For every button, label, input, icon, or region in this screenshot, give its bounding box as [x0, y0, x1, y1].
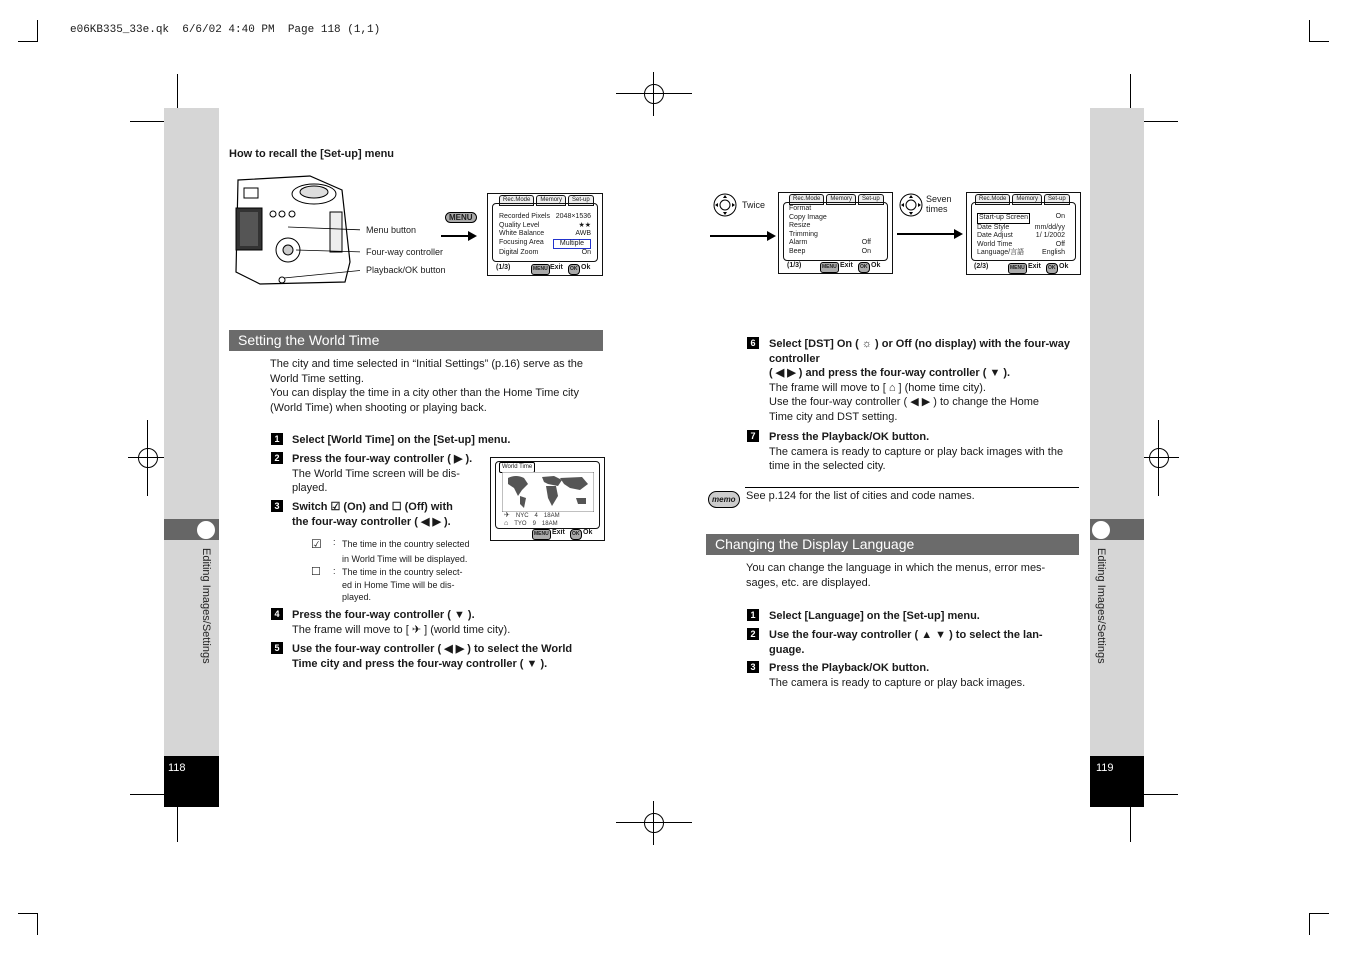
- lcd-row: Start-up Screen On: [977, 213, 1065, 224]
- lcd-tab: Set-up: [1044, 194, 1070, 205]
- lcd-menu-badge: MENU: [531, 264, 550, 275]
- step-2: Press the four-way controller ( ▶ ). The World Time screen will be dis- played.: [292, 453, 473, 494]
- language-intro: You can change the language in which the menus, error mes- sages, etc. are displayed.: [746, 562, 1046, 589]
- lcd-row: Copy Image: [789, 213, 827, 221]
- lcd-row: Date Style mm/dd/yy: [977, 223, 1065, 231]
- lcd-row: Format: [789, 205, 812, 212]
- registration-line: [616, 93, 692, 94]
- step-number: 3: [747, 661, 759, 673]
- registration-line: [128, 457, 168, 458]
- registration-mark: [138, 448, 158, 468]
- lcd-ok: Ok: [1059, 263, 1069, 270]
- registration-line: [1139, 457, 1179, 458]
- lcd-exit: Exit: [1028, 263, 1041, 270]
- lcd-row: White Balance AWB: [499, 230, 591, 237]
- step-number: 5: [271, 642, 283, 654]
- page-number-text: 118: [168, 762, 186, 774]
- crop-mark: [18, 913, 38, 914]
- lcd-page: (1/3): [496, 264, 511, 271]
- four-way-controller-icon: [713, 193, 737, 217]
- lcd-row: Quality Level ★★: [499, 221, 591, 229]
- lcd-ok-badge: OK: [568, 264, 580, 275]
- lcd-exit: Exit: [552, 529, 565, 536]
- seven-times-label: Seven times: [926, 194, 952, 214]
- crop-mark: [18, 41, 38, 42]
- lcd-tab: Memory: [536, 195, 566, 206]
- world-time-screen: [490, 457, 605, 541]
- step-3: Switch ☑ (On) and ☐ (Off) with the four-way controller ( ◀ ▶ ).: [292, 501, 453, 528]
- step-number: 1: [747, 609, 759, 621]
- lcd-ok-badge: OK: [570, 529, 582, 540]
- recall-title: How to recall the [Set-up] menu: [229, 148, 395, 160]
- note-colon: :: [333, 566, 336, 576]
- language-heading: Changing the Display Language: [706, 534, 1079, 555]
- lcd-ok: Ok: [583, 529, 593, 536]
- page-number-right: [1090, 756, 1144, 807]
- lcd-row: Beep On: [789, 247, 871, 255]
- registration-mark: [644, 813, 664, 833]
- registration-line: [653, 72, 654, 116]
- twice-label: Twice: [742, 200, 766, 210]
- arrow-head: [468, 231, 477, 241]
- lcd-row: World Time Off: [977, 240, 1065, 248]
- lcd-ok-badge: OK: [858, 262, 870, 273]
- lcd-tab: Rec.Mode: [789, 194, 824, 205]
- world-time-heading: Setting the World Time: [229, 330, 603, 351]
- step-number: 1: [271, 433, 283, 445]
- lcd-tab: Memory: [1012, 194, 1042, 205]
- side-label-left: Editing Images/Settings: [200, 548, 212, 664]
- lcd-page: (1/3): [787, 262, 802, 269]
- lcd-row: Alarm Off: [789, 239, 871, 246]
- lcd-ok-badge: OK: [1046, 263, 1058, 274]
- lcd-ok: Ok: [581, 264, 591, 271]
- language-step-2: Use the four-way controller ( ▲ ▼ ) to select the lan- guage.: [769, 629, 1043, 656]
- memo-rule: [745, 487, 1079, 488]
- lcd-menu-badge: MENU: [820, 262, 839, 273]
- registration-mark: [644, 84, 664, 104]
- arrow-line: [897, 233, 955, 235]
- arrow-line: [441, 235, 469, 237]
- lcd-exit: Exit: [840, 262, 853, 269]
- registration-line: [653, 801, 654, 845]
- callout-four-way: Four-way controller: [366, 247, 444, 257]
- step-number: 3: [271, 500, 283, 512]
- lcd-tab: Memory: [826, 194, 856, 205]
- arrow-line: [710, 235, 768, 237]
- memo-text: See p.124 for the list of cities and code names.: [746, 490, 975, 502]
- arrow-head: [767, 231, 776, 241]
- crop-mark: [1309, 41, 1329, 42]
- on-note: The time in the country selected in World Time will be displayed.: [342, 539, 470, 564]
- page-number-text: 119: [1096, 762, 1114, 774]
- checkbox-off-icon: ☐: [311, 566, 321, 578]
- callout-playback-ok: Playback/OK button: [366, 265, 446, 275]
- menu-badge: MENU: [445, 212, 477, 223]
- step-1: Select [World Time] on the [Set-up] menu.: [292, 434, 511, 446]
- world-city-row: ✈ NYC 4 18AM: [504, 512, 560, 519]
- airplane-icon: ✈: [504, 512, 510, 519]
- lcd-menu-badge: MENU: [532, 529, 551, 540]
- lcd-screen-setup2: [966, 192, 1081, 275]
- side-label-right: Editing Images/Settings: [1095, 548, 1107, 664]
- lcd-row: Date Adjust 1/ 1/2002: [977, 232, 1065, 239]
- step-number: 2: [747, 628, 759, 640]
- step-5: Use the four-way controller ( ◀ ▶ ) to select the World Time city and press the four-way controller ( ▼ ).: [292, 643, 573, 670]
- off-note: The time in the country select- ed in Home Time will be dis- played.: [342, 567, 463, 602]
- print-slug: e06KB335_33e.qk 6/6/02 4:40 PM Page 118 (1,1): [70, 24, 381, 36]
- step-4: Press the four-way controller ( ▼ ). The frame will move to [ ✈ ] (world time city).: [292, 609, 511, 636]
- callout-menu-button: Menu button: [366, 225, 417, 235]
- registration-line: [616, 822, 692, 823]
- step-number: 7: [747, 430, 759, 442]
- world-time-screen-title: World Time: [499, 462, 535, 473]
- crop-mark: [1309, 913, 1329, 914]
- lcd-page: (2/3): [974, 263, 989, 270]
- home-city-row: ⌂ TYO 9 18AM: [504, 520, 558, 527]
- tab-circle: [196, 520, 216, 540]
- world-map: [502, 472, 594, 512]
- page-number-left: [164, 756, 219, 807]
- language-step-1: Select [Language] on the [Set-up] menu.: [769, 610, 980, 622]
- lcd-tab: Rec.Mode: [975, 194, 1010, 205]
- step-number: 4: [271, 608, 283, 620]
- lcd-tab: Set-up: [858, 194, 884, 205]
- lcd-menu-badge: MENU: [1008, 263, 1027, 274]
- lcd-row: Resize: [789, 222, 811, 229]
- step-number: 2: [271, 452, 283, 464]
- lcd-screen-recmode: [487, 193, 603, 276]
- lcd-screen-setup1: [778, 192, 893, 274]
- memo-icon: memo: [708, 491, 740, 508]
- lcd-exit: Exit: [550, 264, 563, 271]
- checkbox-on-icon: ☑: [311, 537, 322, 551]
- tab-circle: [1091, 520, 1111, 540]
- lcd-tab: Rec.Mode: [499, 195, 534, 206]
- crop-mark: [37, 20, 38, 42]
- lcd-row: Focusing Area Multiple: [499, 239, 591, 250]
- registration-line: [147, 420, 148, 496]
- lcd-tab: Set-up: [568, 195, 594, 206]
- crop-mark: [1309, 913, 1310, 935]
- lcd-row: Language/言語 English: [977, 249, 1065, 256]
- registration-line: [1158, 420, 1159, 496]
- note-colon: :: [333, 537, 336, 547]
- world-time-intro: The city and time selected in “Initial Settings” (p.16) serve as the World Time setting. You can display the time in a city other than the Home Time city (World Time) when shooting or playing back.: [270, 358, 584, 414]
- lcd-ok: Ok: [871, 262, 881, 269]
- lcd-row: Recorded Pixels 2048×1536: [499, 213, 591, 220]
- lcd-row: Digital Zoom On: [499, 249, 591, 256]
- step-7: Press the Playback/OK button. The camera is ready to capture or play back images with the time in the selected city.: [769, 431, 1064, 472]
- registration-mark: [1149, 448, 1169, 468]
- crop-mark: [1309, 20, 1310, 42]
- crop-mark: [37, 913, 38, 935]
- step-6: Select [DST] On ( ☼ ) or Off (no display) with the four-way controller ( ◀ ▶ ) and press the four-way controller ( ▼ ). The frame will move to [ ⌂ ] (home time city). Use the four-way controller ( ◀ ▶ ) to change the Home Time city and DST setting.: [769, 338, 1070, 423]
- language-step-3: Press the Playback/OK button. The camera is ready to capture or play back images.: [769, 662, 1026, 689]
- camera-illustration: [230, 172, 360, 290]
- four-way-controller-icon: [899, 193, 923, 217]
- home-icon: ⌂: [504, 520, 509, 527]
- lcd-row: Trimming: [789, 230, 818, 238]
- step-number: 6: [747, 337, 759, 349]
- arrow-head: [954, 229, 963, 239]
